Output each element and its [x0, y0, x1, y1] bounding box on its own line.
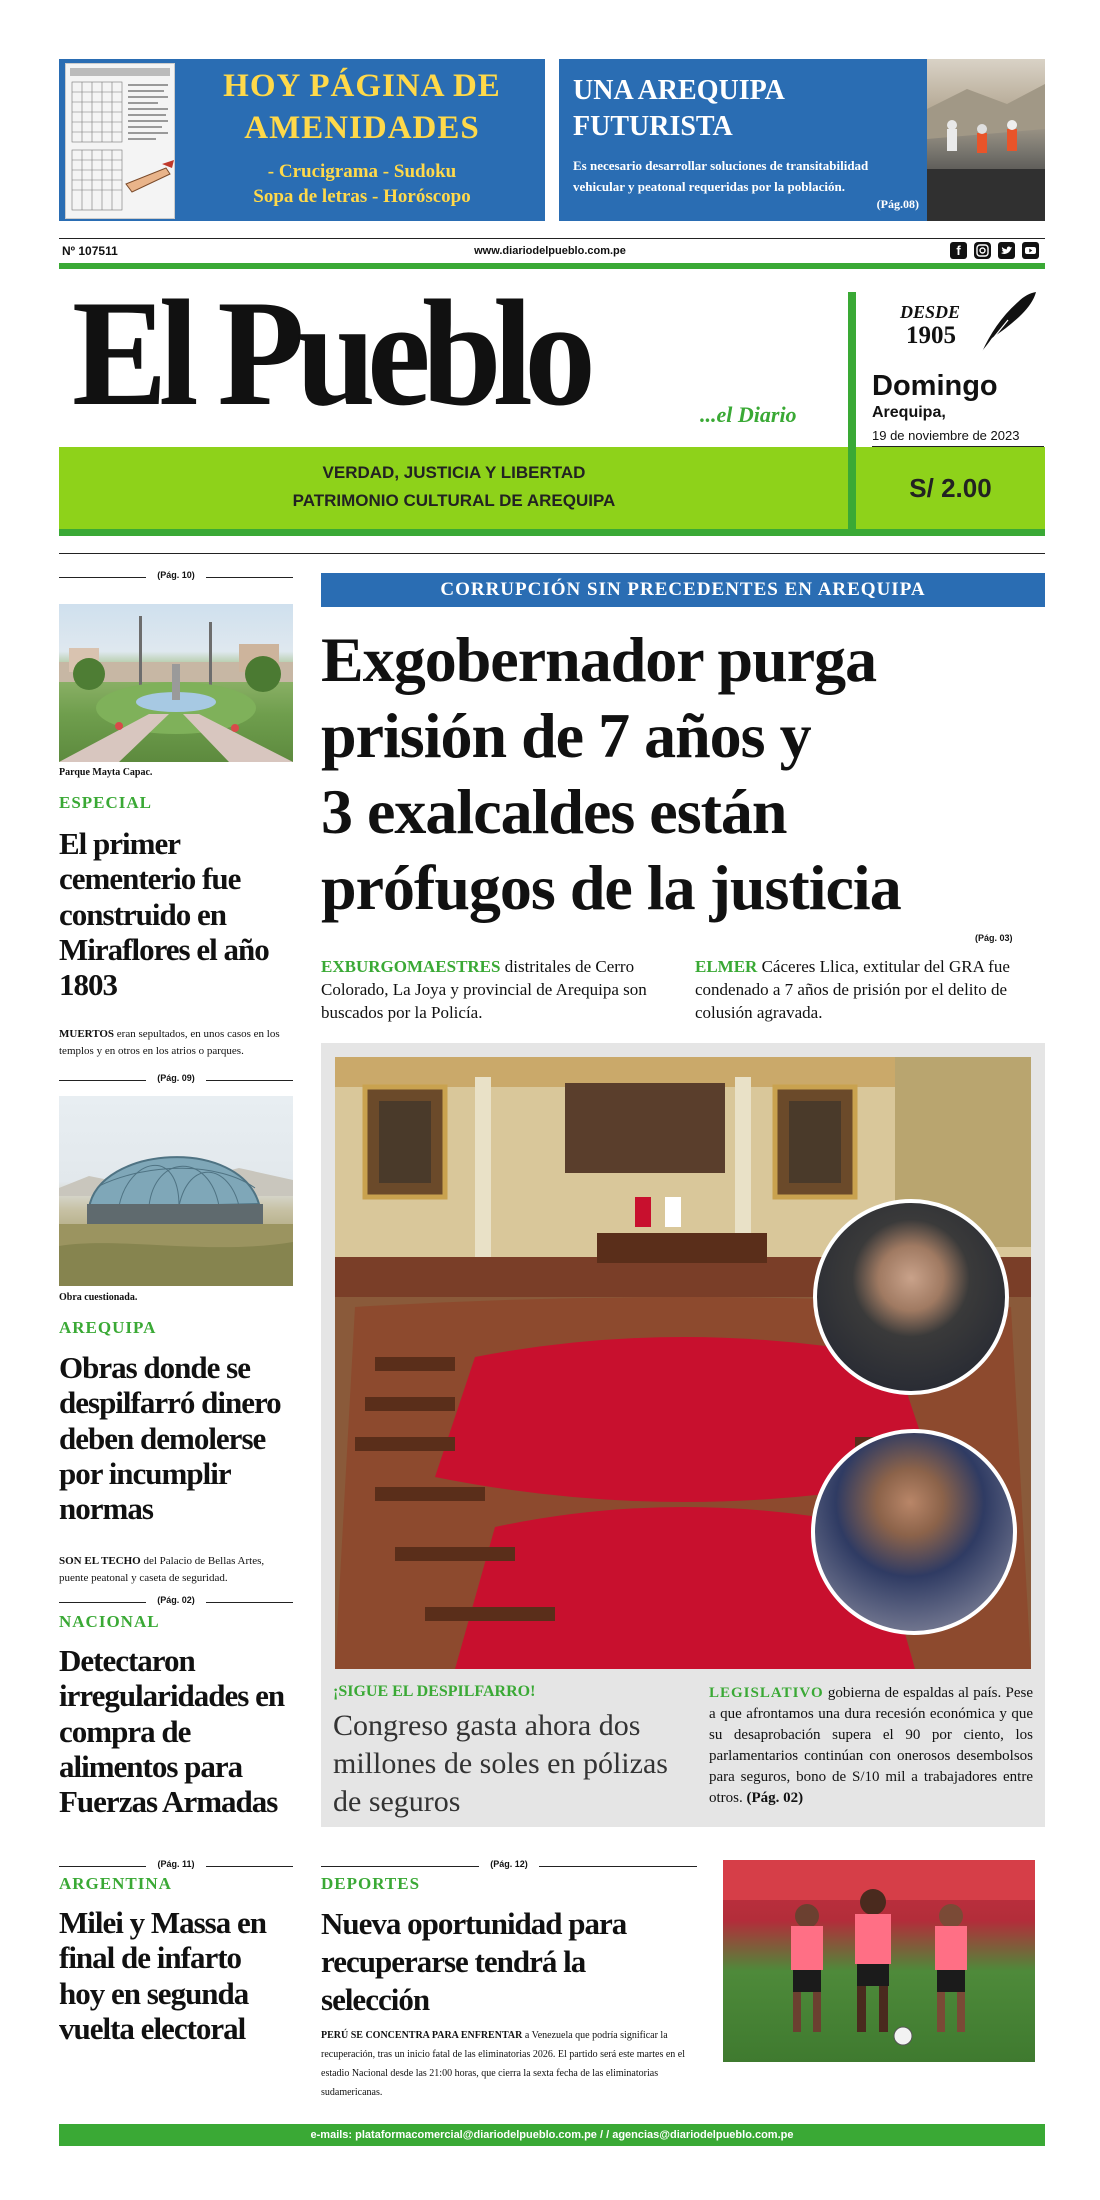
youtube-icon[interactable] [1022, 242, 1039, 259]
headline-milei-massa[interactable]: Milei y Massa en final de infarto hoy en segunda vuelta electoral [59, 1905, 266, 2046]
instagram-icon[interactable] [974, 242, 991, 259]
kicker-deportes: DEPORTES [321, 1874, 421, 1893]
main-sub-left [321, 955, 673, 1024]
sub-left-bold: EXBURGOMAESTRES [321, 957, 501, 976]
lead-bold: PERÚ SE CONCENTRA PARA ENFRENTAR [321, 2030, 523, 2041]
promo-futurista-title2: FUTURISTA [573, 111, 733, 142]
masthead-date: 19 de noviembre de 2023 [872, 428, 1020, 443]
promo-amenidades-sub2: Sopa de letras - Horóscopo [253, 186, 471, 207]
promo-amenidades-title: HOY PÁGINA DE [223, 68, 501, 104]
topbar-rule-top [59, 238, 1045, 239]
footer-emails[interactable]: e-mails: plataformacomercial@diariodelpueblo.com.pe / / agencias@diariodelpueblo.com.pe [310, 2129, 794, 2141]
congress-right-bold: LEGISLATIVO [709, 1685, 824, 1701]
main-banner-text: CORRUPCIÓN SIN PRECEDENTES EN AREQUIPA [440, 579, 926, 600]
park-photo [59, 604, 293, 762]
main-headline-line4: prófugos de la justicia [321, 852, 901, 923]
sub-right-bold: ELMER [695, 957, 758, 976]
main-headline-page: (Pág. 03) [975, 933, 1013, 943]
page-reference: (Pág. 11) [146, 1859, 206, 1869]
kicker-nacional: NACIONAL [59, 1612, 160, 1631]
price: S/ 2.00 [909, 473, 992, 503]
kicker-arequipa: AREQUIPA [59, 1318, 157, 1337]
photo-caption: Parque Mayta Capac. [59, 767, 153, 778]
masthead-logo [72, 268, 797, 438]
motto-line2: PATRIMONIO CULTURAL DE AREQUIPA [292, 491, 616, 510]
dome-building-photo [59, 1096, 293, 1286]
congress-box [321, 1043, 1045, 1827]
motto-band [59, 447, 1045, 529]
page-reference: (Pág. 02) [146, 1595, 206, 1605]
since-badge [896, 290, 1046, 360]
masthead-bottom-green [59, 529, 1045, 536]
headline-obras[interactable]: Obras donde se despilfarró dinero deben demolerse por incumplir normas [59, 1350, 281, 1527]
kicker-argentina: ARGENTINA [59, 1874, 172, 1893]
promo-arequipa-futurista[interactable] [559, 59, 1045, 221]
main-sub-right [695, 955, 1047, 1024]
page-reference: (Pág. 10) [146, 570, 206, 580]
issue-number: Nº 107511 [62, 244, 118, 258]
promo-amenidades-title2: AMENIDADES [244, 110, 480, 146]
main-headline-line3: 3 exalcaldes están [321, 776, 787, 847]
lead-obras [59, 1553, 293, 1586]
portrait-bottom [811, 1429, 1017, 1635]
promo-amenidades-sub1: - Crucigrama - Sudoku [267, 161, 457, 182]
masthead-tagline: ...el Diario [700, 402, 797, 427]
football-training-photo [723, 1860, 1035, 2062]
road-workers-photo [927, 59, 1045, 221]
lead-text: del Palacio de Bellas Artes, puente peatonal y caseta de seguridad. [59, 1555, 265, 1584]
since-year: 1905 [906, 322, 956, 349]
masthead-city: Arequipa, [872, 404, 946, 421]
headline-cementerio[interactable]: El primer cementerio fue construido en Miraflores el año 1803 [59, 826, 269, 1003]
headline-irregularidades[interactable]: Detectaron irregularidades en compra de alimentos para Fuerzas Armadas [59, 1643, 285, 1820]
lead-text: a Venezuela que podría significar la recuperación, tras un inicio fatal de las eliminatorias 2026. El partido será este martes en el estadio Nacional desde las 21:00 horas, que cierra la sexta fecha de las eliminatorias sudamericanas. [321, 2030, 686, 2098]
sub-left-text: distritales de Cerro Colorado, La Joya y provincial de Arequipa son buscados por la Policía. [321, 957, 647, 1022]
congress-right-text [709, 1683, 1033, 1809]
main-headline-line2: prisión de 7 años y [321, 700, 811, 771]
lead-bold: SON EL TECHO [59, 1555, 141, 1567]
social-icons [950, 242, 1044, 260]
promo-futurista-title1: UNA AREQUIPA [573, 75, 785, 106]
motto-line1: VERDAD, JUSTICIA Y LIBERTAD [322, 463, 586, 482]
crossword-grid-icon [66, 64, 174, 218]
masthead-bottom-rule [59, 553, 1045, 554]
masthead-title: El Pueblo [72, 269, 588, 437]
kicker-especial: ESPECIAL [59, 793, 153, 812]
website-link[interactable]: www.diariodelpueblo.com.pe [474, 245, 626, 257]
main-headline-line1: Exgobernador purga [321, 624, 877, 695]
congress-right-page: (Pág. 02) [746, 1790, 804, 1806]
promo-amenidades[interactable] [59, 59, 545, 221]
crossword-thumbnail [65, 63, 175, 219]
page-reference: (Pág. 12) [479, 1859, 539, 1869]
sub-right-text: Cáceres Llica, extitular del GRA fue condenado a 7 años de prisión por el delito de colusión agravada. [695, 957, 1010, 1022]
main-banner [321, 573, 1045, 607]
main-headline[interactable] [321, 622, 1051, 926]
congress-headline[interactable]: Congreso gasta ahora dos millones de soles en pólizas de seguros [333, 1709, 668, 1818]
masthead-day: Domingo [872, 370, 998, 402]
portrait-top [813, 1199, 1009, 1395]
headline-seleccion[interactable]: Nueva oportunidad para recuperarse tendrá la selección [321, 1906, 627, 2017]
promo-futurista-text: Es necesario desarrollar soluciones de transitabilidad vehicular y peatonal requeridas por la población. [573, 158, 869, 194]
since-label: DESDE [900, 302, 961, 322]
lead-cementerio [59, 1026, 293, 1059]
photo-caption: Obra cuestionada. [59, 1292, 138, 1303]
lead-text: eran sepultados, en unos casos en los templos y en otros en los atrios o parques. [59, 1028, 280, 1057]
quill-icon [978, 290, 1038, 354]
facebook-icon[interactable]: f [950, 242, 967, 259]
promo-futurista-page: (Pág.08) [876, 197, 919, 211]
lead-bold: MUERTOS [59, 1028, 115, 1040]
congress-chamber-photo [335, 1057, 1031, 1669]
motto-band-divider [848, 447, 856, 529]
lead-seleccion [321, 2026, 697, 2102]
footer-bar [59, 2124, 1045, 2146]
congress-right-rest: gobierna de espaldas al país. Pese a que afrontamos una dura recesión económica y que su desaprobación supera el 90 por ciento, los parlamentarios continúan con onerosos desembolsos para seguros, bono de S/10 mil a trabajadores entre otros. [709, 1685, 1033, 1806]
hand-pencil-icon [126, 160, 174, 192]
congress-kicker: ¡SIGUE EL DESPILFARRO! [333, 1683, 536, 1700]
twitter-icon[interactable] [998, 242, 1015, 259]
page-reference: (Pág. 09) [146, 1073, 206, 1083]
